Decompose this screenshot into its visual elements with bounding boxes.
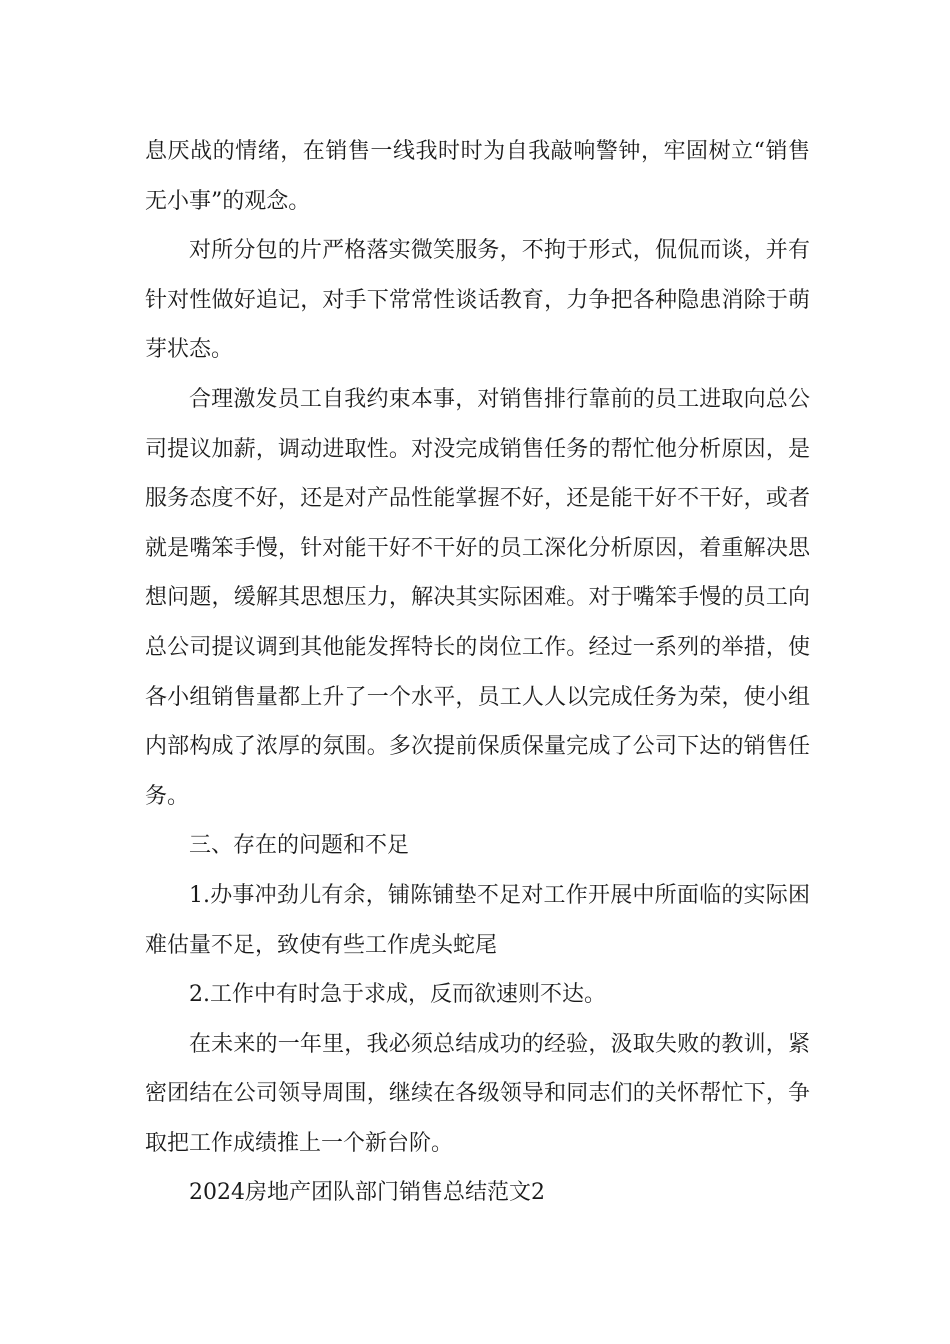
document-body (145, 127, 810, 1218)
section-heading-problems: 三、存在的问题和不足 (189, 833, 410, 859)
next-article-title: 2024房地产团队部门销售总结范文2 (189, 1180, 545, 1206)
list-item-1: 1.办事冲劲儿有余，铺陈铺垫不足对工作开展中所面临的实际困难估量不足，致使有些工作虎头蛇尾 (145, 882, 810, 958)
list-item-2: 2.工作中有时急于求成，反而欲速则不达。 (189, 982, 606, 1008)
paragraph-staff-motivation: 合理激发员工自我约束本事，对销售排行靠前的员工进取向总公司提议加薪，调动进取性。对没完成销售任务的帮忙他分析原因，是服务态度不好，还是对产品性能掌握不好，还是能干好不干好，或者就是嘴笨手慢，针对能干好不干好的员工深化分析原因，着重解决思想问题，缓解其思想压力，解决其实际困难。对于嘴笨手慢的员工向总公司提议调到其他能发挥特长的岗位工作。经过一系列的举措，使各小组销售量都上升了一个水平，员工人人以完成任务为荣，使小组内部构成了浓厚的氛围。多次提前保质保量完成了公司下达的销售任务。 (145, 386, 810, 809)
paragraph-smile-service: 对所分包的片严格落实微笑服务，不拘于形式，侃侃而谈，并有针对性做好追记，对手下常常性谈话教育，力争把各种隐患消除于萌芽状态。 (145, 238, 810, 363)
paragraph-future-plan: 在未来的一年里，我必须总结成功的经验，汲取失败的教训，紧密团结在公司领导周围，继续在各级领导和同志们的关怀帮忙下，争取把工作成绩推上一个新台阶。 (145, 1031, 810, 1156)
paragraph-continuation: 息厌战的情绪，在销售一线我时时为自我敲响警钟，牢固树立“销售无小事”的观念。 (145, 139, 810, 214)
